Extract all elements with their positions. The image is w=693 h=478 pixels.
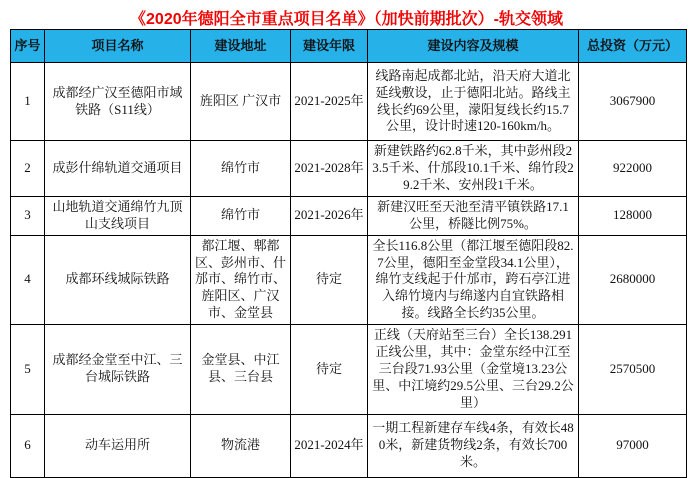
cell-content: 正线（天府站至三台）全长138.291正线公里，其中：金堂东经中江至三台段71.93公里（金堂境13.23公里、中江境约29.5公里、三台29.2公里） xyxy=(368,325,579,414)
cell-name: 成彭什绵轨道交通项目 xyxy=(45,141,191,197)
project-table xyxy=(10,29,687,478)
table-row xyxy=(11,235,687,324)
cell-content: 线路南起成都北站，沿天府大道北延线敷设，止于德阳北站。路线主线长约69公里，濛阳复线长约15.7公里，设计时速120-160km/h。 xyxy=(368,63,579,141)
cell-years: 2021-2028年 xyxy=(291,141,368,197)
cell-content: 新建汉旺至天池至清平镇铁路17.1公里，桥隧比例75%。 xyxy=(368,196,579,235)
table-row xyxy=(11,63,687,141)
cell-years: 待定 xyxy=(291,235,368,324)
table-body xyxy=(11,63,687,478)
cell-content: 全长116.8公里（都江堰至德阳段82.7公里，德阳至金堂段34.1公里），绵竹支线起于什邡市，跨石亭江进入绵竹境内与绵遂内自宜铁路相接。线路全长约35公里。 xyxy=(368,235,579,324)
column-header-name: 项目名称 xyxy=(45,30,191,63)
cell-no: 1 xyxy=(11,63,45,141)
cell-name: 成都经广汉至德阳市域铁路（S11线） xyxy=(45,63,191,141)
cell-address: 物流港 xyxy=(191,414,291,477)
cell-years: 2021-2026年 xyxy=(291,196,368,235)
cell-address: 旌阳区 广汉市 xyxy=(191,63,291,141)
cell-no: 3 xyxy=(11,196,45,235)
page-title: 《2020年德阳全市重点项目名单》（加快前期批次）-轨交领域 xyxy=(130,11,563,28)
cell-investment: 922000 xyxy=(579,141,687,197)
column-header-no: 序号 xyxy=(11,30,45,63)
cell-investment: 97000 xyxy=(579,414,687,477)
cell-years: 待定 xyxy=(291,325,368,414)
table-row xyxy=(11,414,687,477)
cell-investment: 128000 xyxy=(579,196,687,235)
cell-no: 2 xyxy=(11,141,45,197)
table-header xyxy=(11,30,687,63)
header-row xyxy=(11,30,687,63)
cell-address: 都江堰、郫都区、彭州市、什邡市、绵竹市、旌阳区、广汉市、金堂县 xyxy=(191,235,291,324)
cell-no: 4 xyxy=(11,235,45,324)
table-row xyxy=(11,325,687,414)
cell-address: 绵竹市 xyxy=(191,141,291,197)
cell-years: 2021-2025年 xyxy=(291,63,368,141)
cell-name: 成都环线城际铁路 xyxy=(45,235,191,324)
column-header-investment: 总投资（万元） xyxy=(579,30,687,63)
cell-address: 绵竹市 xyxy=(191,196,291,235)
cell-name: 山地轨道交通绵竹九顶山支线项目 xyxy=(45,196,191,235)
table-row xyxy=(11,141,687,197)
cell-name: 成都经金堂至中江、三台城际铁路 xyxy=(45,325,191,414)
cell-address: 金堂县、中江县、三台县 xyxy=(191,325,291,414)
cell-investment: 2680000 xyxy=(579,235,687,324)
cell-content: 一期工程新建存车线4条，有效长480米，新建货物线2条，有效长700米。 xyxy=(368,414,579,477)
cell-years: 2021-2024年 xyxy=(291,414,368,477)
cell-no: 6 xyxy=(11,414,45,477)
column-header-years: 建设年限 xyxy=(291,30,368,63)
cell-name: 动车运用所 xyxy=(45,414,191,477)
cell-content: 新建铁路约62.8千米，其中彭州段23.5千米、什邡段10.1千米、绵竹段29.2千米、安州段1千米。 xyxy=(368,141,579,197)
cell-no: 5 xyxy=(11,325,45,414)
column-header-address: 建设地址 xyxy=(191,30,291,63)
cell-investment: 3067900 xyxy=(579,63,687,141)
table-row xyxy=(11,196,687,235)
cell-investment: 2570500 xyxy=(579,325,687,414)
column-header-content: 建设内容及规模 xyxy=(368,30,579,63)
